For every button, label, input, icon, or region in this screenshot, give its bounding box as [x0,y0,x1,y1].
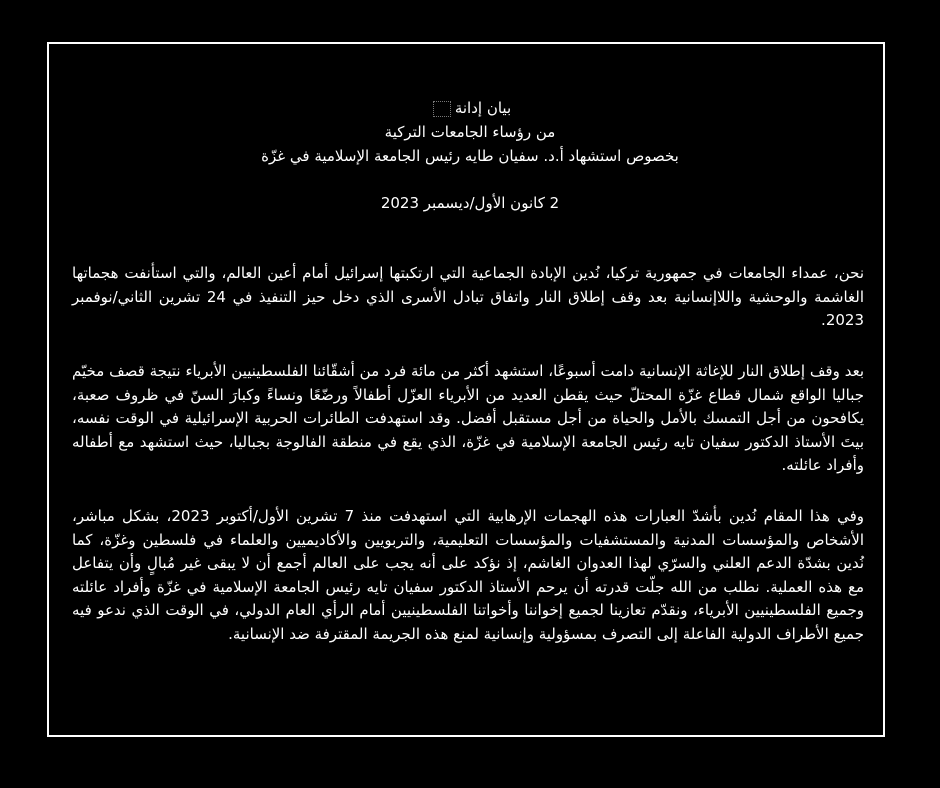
statement-date: 2 كانون الأول/ديسمبر 2023 [380,194,560,212]
paragraph-1: نحن، عمداء الجامعات في جمهورية تركيا، نُدين الإبادة الجماعية التي ارتكبتها إسرائيل أمام أعين العالم، والتي استأنفت هجماتها الغاشمة والوحشية واللاإنسانية بعد وقف إطلاق النار واتفاق تبادل الأسرى الذي دخل حيز التنفيذ في 24 تشرين الثاني/نوفمبر 2023. [72,264,864,329]
statement-subject: بخصوص استشهاد أ.د. سفيان طايه رئيس الجامعة الإسلامية في غزّة [261,147,679,165]
statement-title-line [60,96,880,120]
paragraph-2: بعد وقف إطلاق النار للإغاثة الإنسانية دامت أسبوعًا، استشهد أكثر من مائة فرد من أشقّائنا الفلسطينيين الأبرياء نتيجة قصف مخيّم جباليا الواقع شمال قطاع غزّة المحتلّ حيث يقطن العديد من الأبرياء العزّل أطفالاً ورضّعًا ونساءً وكبارَ السنّ في ظروف صعبة، يكافحون من أجل التمسك بالأمل والحياة من أجل مستقبل أفضل. وقد استهدفت الطائرات الحربية الإسرائيلية في الوقت نفسه، بيتَ الأستاذ الدكتور سفيان تايه رئيس الجامعة الإسلامية في غزّة، الذي يقع في منطقة الفالوجة بجباليا، حيث استشهد مع أطفاله وأفراد عائلته. [72,362,864,474]
placeholder-glyph-icon [433,101,451,117]
statement-issuer: من رؤساء الجامعات التركية [384,123,556,141]
paragraph-3: وفي هذا المقام نُدين بأشدّ العبارات هذه الهجمات الإرهابية التي استهدفت منذ 7 تشرين الأول/أكتوبر 2023، بشكل مباشر، الأشخاص والمؤسسات المدنية والمستشفيات والمؤسسات التعليمية، والتربويين والأكاديميين والعلماء في فلسطين وغزّة، كما نُدين بشدّة الدعم العلني والسرّي لهذا العدوان الغاشم، إذ نؤكد على أنه يجب على العالم أجمع أن لا يبقى غير مُبالٍ وأن يتفاعل مع هذه العملية. نطلب من الله جلّت قدرته أن يرحم الأستاذ الدكتور سفيان تايه رئيس الجامعة الإسلامية في غزّة وأفراد عائلته وجميع الفلسطينيين الأبرياء، ونقدّم تعازينا لجميع إخواننا وأخواتنا الفلسطينيين أمام الرأي العام الدولي، في الوقت الذي ندعو فيه جميع الأطراف الدولية الفاعلة إلى التصرف بمسؤولية وإنسانية لمنع هذه الجريمة المقترفة ضد الإنسانية. [72,507,864,643]
statement-title: بيان إدانة [454,99,512,117]
